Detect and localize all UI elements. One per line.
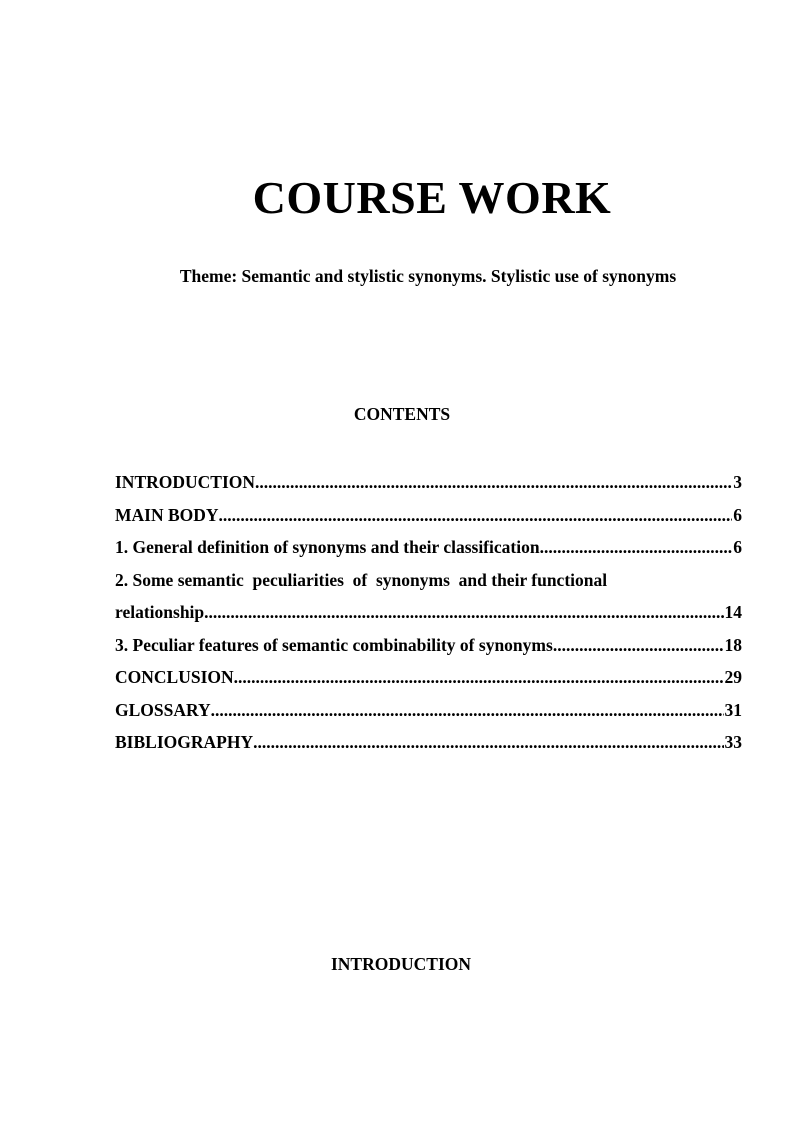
toc-entry-relationship[interactable] — [115, 600, 742, 633]
toc-entry-label: CONCLUSION — [115, 667, 234, 687]
introduction-heading: INTRODUCTION — [330, 954, 472, 974]
toc-entry-glossary[interactable] — [115, 698, 742, 731]
toc-entry-general-definition[interactable] — [115, 535, 742, 568]
toc-entry-label: GLOSSARY — [115, 699, 211, 720]
toc-dot-leader — [255, 470, 732, 494]
toc-entry-page: 33 — [724, 732, 742, 752]
toc-dot-leader — [253, 730, 723, 754]
toc-entry-page: 3 — [733, 472, 742, 492]
toc-entry-conclusion[interactable] — [115, 665, 742, 698]
toc-entry-page: 6 — [733, 537, 742, 557]
toc-entry-label: 3. Peculiar features of semantic combinability of synonyms — [115, 634, 553, 655]
toc-dot-leader — [553, 633, 724, 657]
toc-entry-label: MAIN BODY — [115, 504, 219, 525]
toc-entry-introduction[interactable] — [115, 470, 742, 503]
toc-entry-label: 1. General definition of synonyms and their classification — [115, 537, 540, 557]
toc-entry-label: INTRODUCTION — [115, 472, 256, 492]
toc-entry-main-body[interactable] — [115, 503, 742, 536]
toc-dot-leader — [211, 698, 724, 722]
toc-entry-page: 18 — [724, 634, 742, 655]
toc-dot-leader — [540, 535, 733, 559]
toc-entry-page: 6 — [733, 504, 742, 525]
toc-entry-page: 31 — [724, 699, 742, 720]
document-theme: Theme: Semantic and stylistic synonyms. Stylistic use of synonyms — [179, 266, 677, 286]
toc-dot-leader — [234, 665, 724, 689]
contents-heading: CONTENTS — [353, 404, 451, 424]
toc-entry-page: 29 — [724, 667, 742, 687]
toc-entry-combinability[interactable] — [115, 633, 742, 666]
toc-entry-label: BIBLIOGRAPHY — [115, 732, 254, 752]
toc-dot-leader — [204, 600, 723, 624]
toc-entry-bibliography[interactable] — [115, 730, 742, 763]
toc-dot-leader — [219, 503, 733, 527]
table-of-contents — [115, 470, 742, 763]
toc-entry-page: 14 — [724, 602, 742, 622]
toc-entry-label: relationship — [115, 602, 205, 622]
toc-entry-label: 2. Some semantic peculiarities of synonyms and their functional — [115, 569, 608, 590]
toc-entry-semantic-peculiarities[interactable] — [115, 568, 742, 601]
document-title: COURSE WORK — [252, 172, 612, 223]
